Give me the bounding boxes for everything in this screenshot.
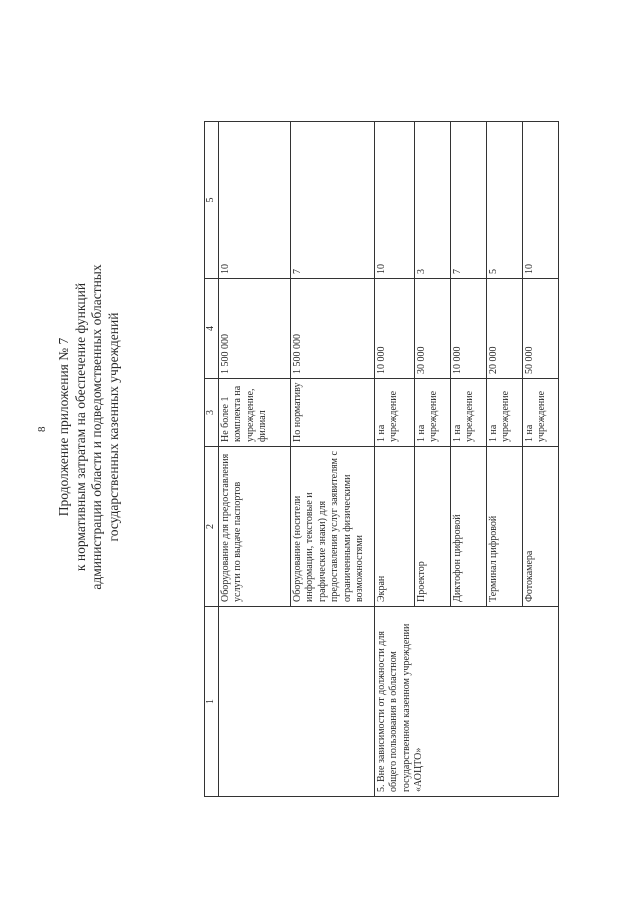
page-number: 8 (36, 426, 48, 432)
column-header: 1 (205, 607, 219, 797)
column-header: 4 (205, 279, 219, 379)
table-cell: 7 (450, 122, 486, 279)
table-cell: 3 (414, 122, 450, 279)
table-cell: Оборудование для предоставления услуги по выдаче паспортов (218, 447, 290, 607)
norms-table (204, 121, 559, 797)
heading-line-4: государственных казенных учреждений (105, 312, 121, 542)
table-cell: 50 000 (522, 279, 558, 379)
column-header: 3 (205, 379, 219, 447)
table-cell (218, 607, 374, 797)
table-cell: 1 500 000 (218, 279, 290, 379)
table-cell: Не более 1 комплекта на учреждение, филиал (218, 379, 290, 447)
table-cell: 10 (522, 122, 558, 279)
rotated-page (8, 12, 547, 877)
table-row (218, 122, 290, 797)
table-cell: 30 000 (414, 279, 450, 379)
table-cell: Терминал цифровой (486, 447, 522, 607)
heading-line-3: администрации области и подведомственных областных (89, 264, 104, 590)
table-cell: 5. Вне зависимости от должности для общего пользования в областном государственном казенном учреждении «АОЦТО» (374, 607, 558, 797)
table-header-row (205, 122, 219, 797)
column-header: 5 (205, 122, 219, 279)
table-cell: Экран (374, 447, 414, 607)
table-cell: 20 000 (486, 279, 522, 379)
table-cell: 10 (374, 122, 414, 279)
table-cell: По нормативу (290, 379, 374, 447)
heading-line-1: Продолжение приложения № 7 (56, 337, 71, 517)
heading-line-2: к нормативным затратам на обеспечение функций (72, 282, 88, 572)
table-cell: Проектор (414, 447, 450, 607)
table-cell: 10 000 (374, 279, 414, 379)
column-header: 2 (205, 447, 219, 607)
table-cell: 5 (486, 122, 522, 279)
table-cell: 1 на учреждение (374, 379, 414, 447)
table-cell: 1 на учреждение (486, 379, 522, 447)
document-heading (56, 167, 122, 687)
table-cell: Фотокамера (522, 447, 558, 607)
table-cell: 1 на учреждение (414, 379, 450, 447)
table-cell: 1 500 000 (290, 279, 374, 379)
table-cell: 10 (218, 122, 290, 279)
table-cell: 7 (290, 122, 374, 279)
table-cell: 1 на учреждение (522, 379, 558, 447)
table-cell: Диктофон цифровой (450, 447, 486, 607)
table-cell: 1 на учреждение (450, 379, 486, 447)
table-row (374, 122, 414, 797)
table-cell: 10 000 (450, 279, 486, 379)
table-cell: Оборудование (носители информации, текстовые и графические знаки) для предоставления услуг заявителям с ограниченными физическими возможностями (290, 447, 374, 607)
